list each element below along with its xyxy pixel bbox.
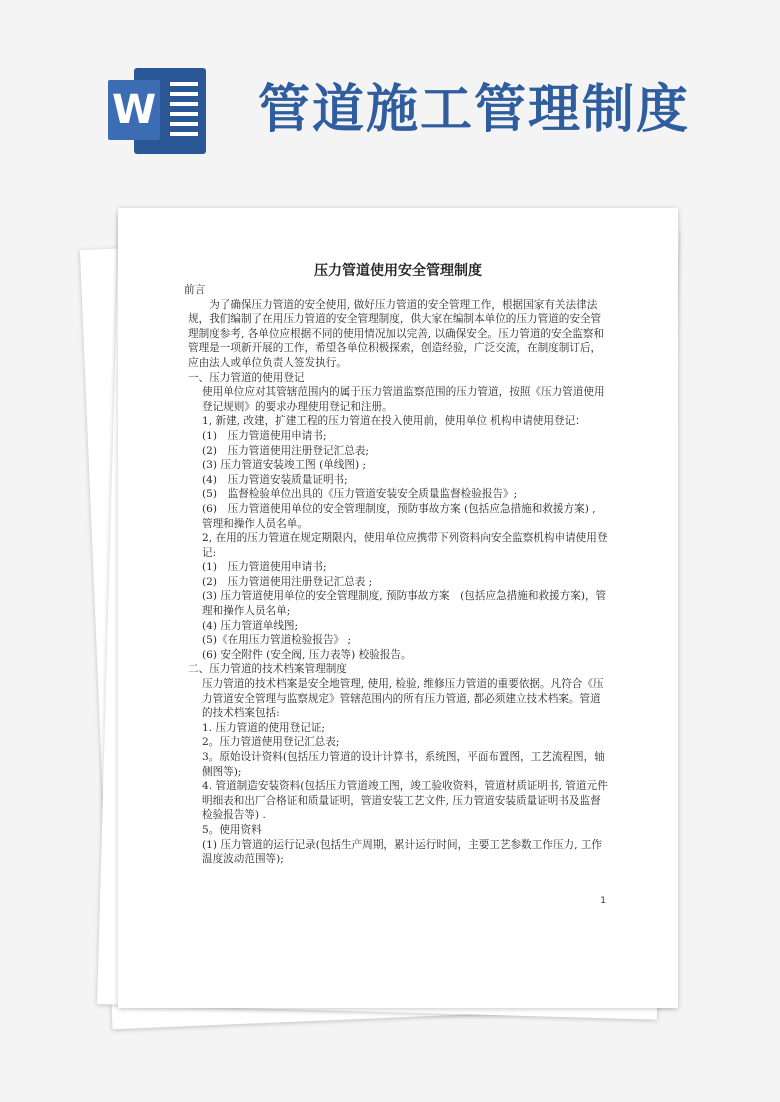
document-paragraph: (4) 压力管道单线图; xyxy=(202,619,299,632)
document-paragraph: 为了确保压力管道的安全使用, 做好压力管道的安全管理工作，根据国家有关法律法规，我们编制了在用压力管道的安全管理制度，供大家在编制本单位的压力管道的安全管理制度参考, 各单位应根据不同的使用情况加以完善, 以确保安全。压力管道的安全监察和管理是一项新开展的工作，希望各单位积极探索，创造经验，广泛交流，在制度制订后，应由法人或单位负责人签发执行。 xyxy=(188,298,605,369)
document-paragraph: 二、压力管道的技术档案管理制度 xyxy=(188,663,347,676)
document-paragraph: 2。压力管道使用登记汇总表; xyxy=(202,736,340,749)
document-paragraph: 前言 xyxy=(184,284,206,296)
document-paragraph: 一、压力管道的使用登记 xyxy=(188,371,305,384)
document-title: 压力管道使用安全管理制度 xyxy=(314,263,482,279)
page-number: 1 xyxy=(600,896,606,906)
document-paragraph: (2) 压力管道使用注册登记汇总表; xyxy=(202,444,369,457)
document-paragraph: (1) 压力管道使用申请书; xyxy=(202,429,327,442)
document-paragraph: 2, 在用的压力管道在规定期限内，使用单位应携带下列资料向安全监察机构申请使用登记: xyxy=(202,532,608,559)
document-paragraph: (2) 压力管道使用注册登记汇总表 ; xyxy=(202,575,373,588)
document-paragraph: 压力管道的技术档案是安全地管理, 使用, 检验, 维修压力管道的重要依据。凡符合《压力管道安全管理与监察规定》管辖范围内的所有压力管道, 都必须建立技术档案。管道的技术档案包括: xyxy=(202,678,604,720)
document-paragraph: (5) 监督检验单位出具的《压力管道安装安全质量监督检验报告》; xyxy=(202,488,518,501)
document-paragraph: 4. 管道制造安装资料(包括压力管道竣工图，竣工验收资料，管道材质证明书, 管道元件明细表和出厂合格证和质量证明，管道安装工艺文件, 压力管道安装质量证明书及监督检验报告等) . xyxy=(202,780,608,822)
document-paragraph: (5)《在用压力管道检验报告》 ; xyxy=(202,634,352,647)
document-paragraph: (6) 压力管道使用单位的安全管理制度，预防事故方案 (包括应急措施和救援方案) , 管理和操作人员名单。 xyxy=(202,502,596,530)
document-paragraph: 使用单位应对其管辖范围内的属于压力管道监察范围的压力管道，按照《压力管道使用登记规则》的要求办理使用登记和注册。 xyxy=(202,386,605,413)
document-paragraph: (3) 压力管道安装竣工图 (单线图) ; xyxy=(202,459,367,472)
document-paragraph: 1, 新建, 改建，扩建工程的压力管道在投入使用前，使用单位 机构申请使用登记： xyxy=(202,415,586,428)
banner-title: 管道施工管理制度 xyxy=(258,80,691,140)
word-document-icon xyxy=(108,68,208,154)
header-banner xyxy=(0,0,780,200)
document-paragraph: (1) 压力管道的运行记录(包括生产周期，累计运行时间，主要工艺参数工作压力, 工作温度波动范围等); xyxy=(202,838,603,866)
word-icon-letter: W xyxy=(108,80,160,140)
document-page xyxy=(118,208,678,1008)
document-paragraph: (6) 安全附件 (安全阀, 压力表等) 校验报告。 xyxy=(202,648,412,661)
document-paragraph: 1. 压力管道的使用登记证; xyxy=(202,721,325,734)
document-paragraph: 3。原始设计资料(包括压力管道的设计计算书，系统图，平面布置图，工艺流程图，轴侧图等); xyxy=(202,751,605,778)
document-paragraph: (3) 压力管道使用单位的安全管理制度, 预防事故方案 (包括应急措施和救援方案)，管理和操作人员名单; xyxy=(202,590,607,618)
document-body xyxy=(184,283,608,867)
document-paragraph: 5。使用资料 xyxy=(202,823,262,836)
document-paragraph: (1) 压力管道使用申请书; xyxy=(202,561,327,574)
document-paragraph: (4) 压力管道安装质量证明书; xyxy=(202,473,348,486)
